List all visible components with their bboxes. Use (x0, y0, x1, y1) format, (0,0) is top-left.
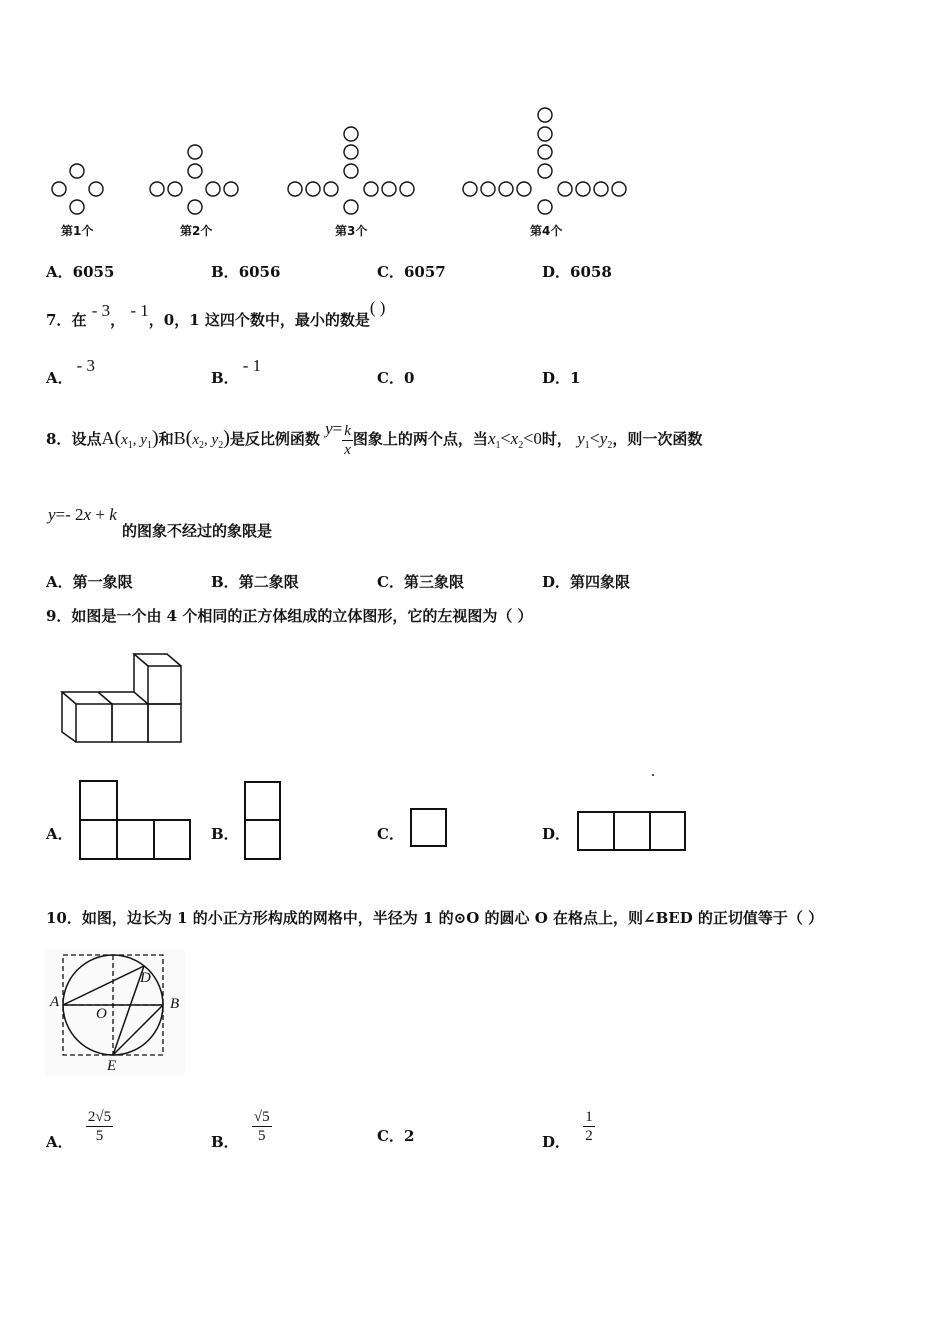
q7-option-b[interactable]: B．- 1 (211, 356, 262, 387)
q9-option-b-figure[interactable] (242, 780, 284, 862)
q10-label-e: E (107, 1058, 117, 1074)
q10-option-b[interactable]: B． $\frac{√5}{5}$ (211, 1109, 270, 1151)
q8-stem: 8．设点$A(x_1$, $y_1$)和$B(x_2$, $y_2$)是反比例函数 y= $\frac{k}{x}$ 图象上的两个点，当$x_1<x_2<0$时， $y_1<y_2$，则一次函数 (46, 419, 703, 458)
q10-label-a: A (50, 994, 60, 1010)
q10-option-a[interactable]: A． $\frac{2√5}{5}$ (46, 1109, 112, 1151)
q10-option-c[interactable]: C．2 (377, 1127, 415, 1145)
q9-option-d-figure[interactable] (575, 808, 689, 854)
q8-option-d[interactable]: D．第四象限 (542, 573, 631, 591)
q9-option-a-label[interactable]: A． (46, 825, 73, 843)
pattern-caption-3: 第3个 (335, 224, 368, 238)
stray-dot (652, 774, 654, 776)
pattern-caption-4: 第4个 (530, 224, 563, 238)
q7-option-a[interactable]: A．- 3 (46, 356, 96, 387)
q7-option-c[interactable]: C．0 (377, 369, 415, 387)
q6-option-d[interactable]: D．6058 (542, 263, 612, 281)
q9-cube-figure (50, 650, 190, 750)
q6-option-c[interactable]: C．6057 (377, 263, 446, 281)
q10-stem: 10．如图，边长为 1 的小正方形构成的网格中，半径为 1 的⊙O 的圆心 O 在格点上，则∠BED 的正切值等于（ ） (46, 909, 824, 927)
q8-stem-line2: y=- 2x + k 的图象不经过的象限是 (48, 505, 272, 540)
q9-stem: 9．如图是一个由 4 个相同的正方体组成的立体图形，它的左视图为（ ） (46, 607, 533, 625)
q9-option-c-figure[interactable] (408, 806, 450, 850)
q9-option-c-label[interactable]: C． (377, 825, 404, 843)
q9-option-b-label[interactable]: B． (211, 825, 239, 843)
q6-option-a[interactable]: A．6055 (46, 263, 115, 281)
q10-label-d: D (140, 970, 151, 986)
q9-option-d-label[interactable]: D． (542, 825, 571, 843)
q9-option-a-figure[interactable] (76, 778, 194, 862)
q8-option-b[interactable]: B．第二象限 (211, 573, 299, 591)
pattern-caption-2: 第2个 (180, 224, 213, 238)
q10-label-o: O (96, 1006, 107, 1022)
q6-option-b[interactable]: B．6056 (211, 263, 281, 281)
q8-option-c[interactable]: C．第三象限 (377, 573, 464, 591)
q7-stem: 7．在 - 3， - 1，0，1 这四个数中，最小的数是( ) (46, 298, 386, 329)
q7-option-d[interactable]: D．1 (542, 369, 581, 387)
q10-label-b: B (170, 996, 180, 1012)
pattern-caption-1: 第1个 (61, 224, 94, 238)
q8-option-a[interactable]: A．第一象限 (46, 573, 133, 591)
q10-option-d[interactable]: D． $\frac{1}{2}$ (542, 1109, 593, 1151)
q10-circle-grid-figure (44, 948, 189, 1078)
